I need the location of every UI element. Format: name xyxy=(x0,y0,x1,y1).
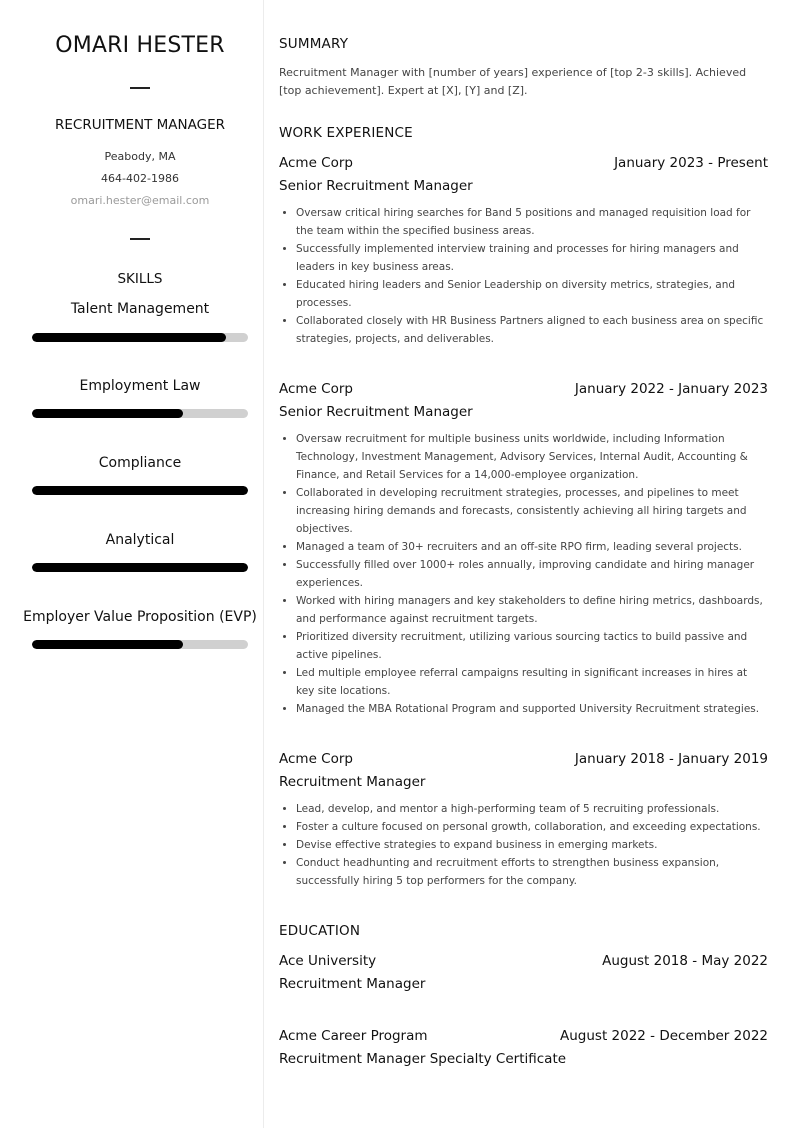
education-dates: August 2018 - May 2022 xyxy=(602,953,768,969)
job-position: Recruitment Manager xyxy=(279,774,426,790)
job-dates: January 2023 - Present xyxy=(614,155,768,171)
contact-divider xyxy=(130,238,150,240)
job-bullet: • Conduct headhunting and recruitment efforts to strengthen business expansion, successfully hiring 5 top performers for the company. xyxy=(296,854,768,890)
skill-name: Analytical xyxy=(105,532,175,548)
skill-bar-fill xyxy=(32,409,183,418)
skill-name: Compliance xyxy=(98,455,182,471)
job-bullet: • Collaborated closely with HR Business Partners aligned to each business area on specific strategies, projects, and deliverables. xyxy=(296,312,768,348)
summary-heading: SUMMARY xyxy=(279,36,349,52)
education-entry xyxy=(279,1028,768,1067)
skill-bar xyxy=(32,563,248,572)
skill-bar-fill xyxy=(32,333,226,342)
degree: Recruitment Manager Specialty Certificate xyxy=(279,1051,567,1067)
education-dates: August 2022 - December 2022 xyxy=(560,1028,768,1044)
job-bullet: • Devise effective strategies to expand business in emerging markets. xyxy=(296,836,768,854)
summary-text: Recruitment Manager with [number of years] experience of [top 2-3 skills]. Achieved [top achievement]. Expert at [X], [Y] and [Z]. xyxy=(279,66,747,97)
skill-name: Talent Management xyxy=(70,301,210,317)
company-name: Acme Corp xyxy=(279,381,353,397)
skill-bar-fill xyxy=(32,486,248,495)
skill-name: Employment Law xyxy=(79,378,201,394)
skill-bar xyxy=(32,486,248,495)
job-dates: January 2018 - January 2019 xyxy=(574,751,768,767)
column-divider xyxy=(263,0,264,1128)
candidate-title: RECRUITMENT MANAGER xyxy=(55,117,225,133)
company-name: Acme Corp xyxy=(279,751,353,767)
job-dates: January 2022 - January 2023 xyxy=(574,381,768,397)
job-entry xyxy=(279,155,768,348)
school-name: Acme Career Program xyxy=(279,1028,428,1044)
skill-bar-fill xyxy=(32,640,183,649)
skill-name: Employer Value Proposition (EVP) xyxy=(23,609,257,625)
name-divider xyxy=(130,87,150,89)
skills-heading: SKILLS xyxy=(117,271,163,287)
job-position: Senior Recruitment Manager xyxy=(279,404,473,420)
candidate-name: OMARI HESTER xyxy=(55,33,225,58)
education-entry xyxy=(279,953,768,992)
job-bullet: • Worked with hiring managers and key stakeholders to define hiring metrics, dashboards, and performance against recruitment targets. xyxy=(296,592,768,628)
skill-bar xyxy=(32,333,248,342)
job-bullet: • Led multiple employee referral campaigns resulting in significant increases in hires at key site locations. xyxy=(296,664,768,700)
job-bullets xyxy=(279,800,768,890)
email: omari.hester@email.com xyxy=(70,194,210,207)
job-bullet: • Successfully filled over 1000+ roles annually, improving candidate and hiring manager experiences. xyxy=(296,556,768,592)
experience-heading: WORK EXPERIENCE xyxy=(279,125,413,141)
job-bullet: • Foster a culture focused on personal growth, collaboration, and exceeding expectations. xyxy=(296,818,768,836)
school-name: Ace University xyxy=(279,953,377,969)
job-bullet: • Oversaw recruitment for multiple business units worldwide, including Information Technology, Investment Management, Advisory Services, Internal Audit, Accounting & Finance, and Retail Services for a 14,000-employee organization. xyxy=(296,430,768,484)
job-bullet: • Oversaw critical hiring searches for Band 5 positions and managed requisition load for the team within the specified business areas. xyxy=(296,204,768,240)
location: Peabody, MA xyxy=(104,150,176,163)
job-bullet: • Managed a team of 30+ recruiters and an off-site RPO firm, leading several projects. xyxy=(296,538,768,556)
skill-bar-fill xyxy=(32,563,248,572)
job-bullet: • Educated hiring leaders and Senior Leadership on diversity metrics, strategies, and processes. xyxy=(296,276,768,312)
job-position: Senior Recruitment Manager xyxy=(279,178,473,194)
education-heading: EDUCATION xyxy=(279,923,361,939)
degree: Recruitment Manager xyxy=(279,976,426,992)
skill-bar xyxy=(32,409,248,418)
phone: 464-402-1986 xyxy=(101,172,179,185)
job-bullet: • Lead, develop, and mentor a high-performing team of 5 recruiting professionals. xyxy=(296,800,768,818)
job-bullets xyxy=(279,430,768,718)
job-bullet: • Successfully implemented interview training and processes for hiring managers and leaders in key business areas. xyxy=(296,240,768,276)
skill-bar xyxy=(32,640,248,649)
job-bullet: • Prioritized diversity recruitment, utilizing various sourcing tactics to build passive and active pipelines. xyxy=(296,628,768,664)
job-bullet: • Managed the MBA Rotational Program and supported University Recruitment strategies. xyxy=(296,700,768,718)
company-name: Acme Corp xyxy=(279,155,353,171)
job-bullets xyxy=(279,204,768,348)
job-bullet: • Collaborated in developing recruitment strategies, processes, and pipelines to meet increasing hiring demands and forecasts, consistently achieving all hiring targets and objectives. xyxy=(296,484,768,538)
job-entry xyxy=(279,751,768,890)
job-entry xyxy=(279,381,768,718)
